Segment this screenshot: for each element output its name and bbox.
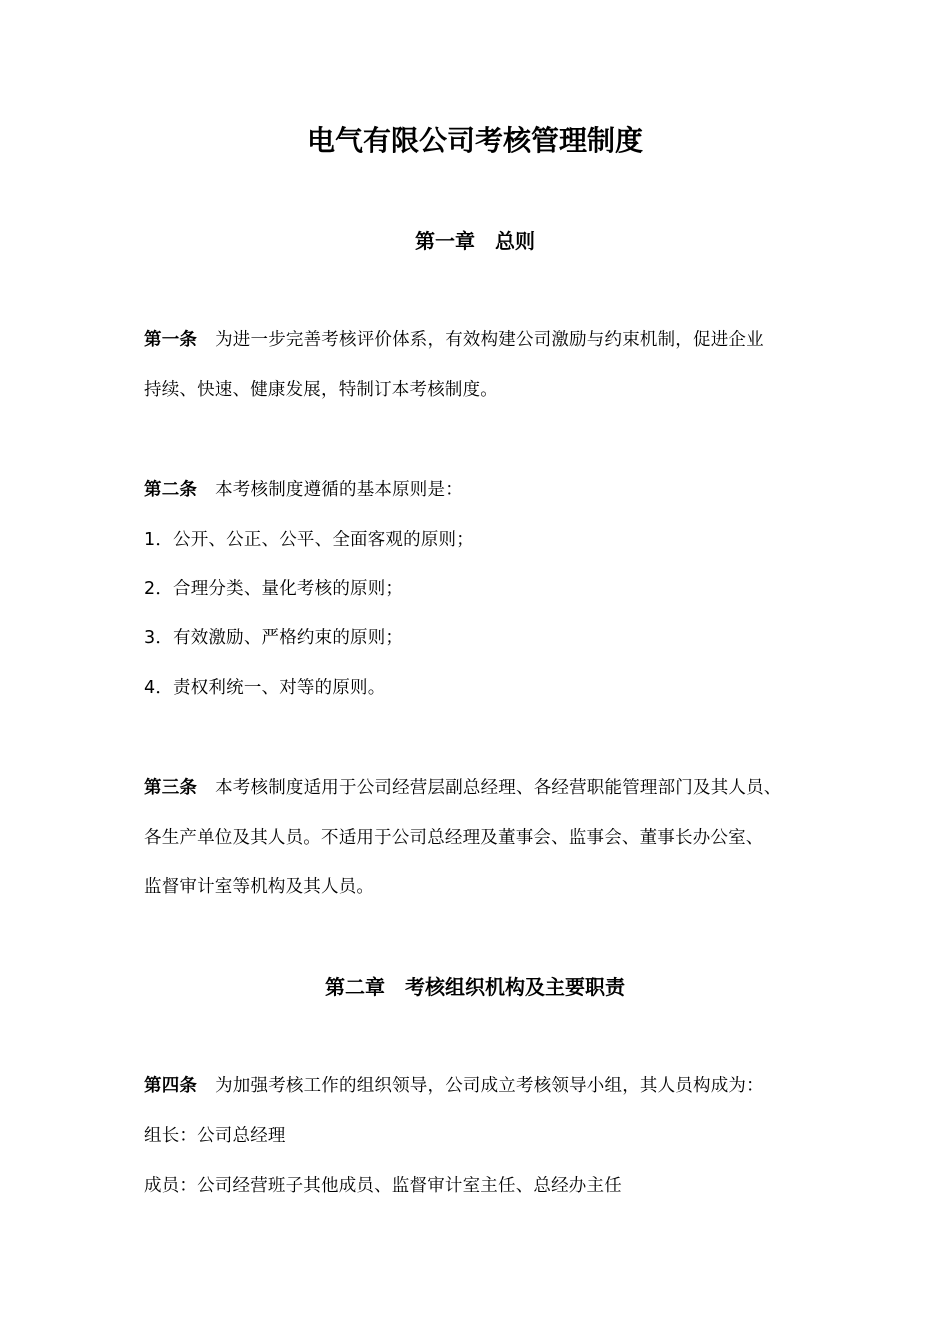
article-2-number: 第二条 (144, 480, 198, 500)
article-3-line-1 (144, 775, 782, 801)
article-4-item-2: 成员：公司经营班子其他成员、监督审计室主任、总经办主任 (144, 1176, 622, 1196)
article-3-line-3: 监督审计室等机构及其人员。 (144, 877, 375, 897)
article-2-item-4: 4．责权利统一、对等的原则。 (144, 678, 386, 698)
article-1-number: 第一条 (144, 330, 198, 350)
article-2-line-1 (144, 477, 463, 503)
document-title: 电气有限公司考核管理制度 (306, 124, 643, 157)
article-4-item-1: 组长：公司总经理 (144, 1126, 286, 1146)
article-4-number: 第四条 (144, 1076, 198, 1096)
article-2-text: 本考核制度遵循的基本原则是： (215, 480, 463, 500)
article-2-item-3: 3．有效激励、严格约束的原则； (144, 628, 404, 648)
article-1-line-2: 持续、快速、健康发展，特制订本考核制度。 (144, 380, 498, 400)
article-2-item-2: 2．合理分类、量化考核的原则； (144, 579, 404, 599)
article-1-text: 为进一步完善考核评价体系，有效构建公司激励与约束机制，促进企业 (215, 330, 764, 350)
chapter-1-heading: 第一章 总则 (415, 229, 535, 253)
chapter-2-heading: 第二章 考核组织机构及主要职责 (325, 975, 625, 999)
article-3-line-2: 各生产单位及其人员。不适用于公司总经理及董事会、监事会、董事长办公室、 (144, 828, 764, 848)
article-4-text: 为加强考核工作的组织领导，公司成立考核领导小组，其人员构成为： (215, 1076, 764, 1096)
article-3-text: 本考核制度适用于公司经营层副总经理、各经营职能管理部门及其人员、 (215, 778, 782, 798)
article-3-number: 第三条 (144, 778, 198, 798)
article-4-line-1 (144, 1073, 764, 1099)
article-1-line-1 (144, 327, 764, 353)
article-2-item-1: 1．公开、公正、公平、全面客观的原则； (144, 530, 474, 550)
